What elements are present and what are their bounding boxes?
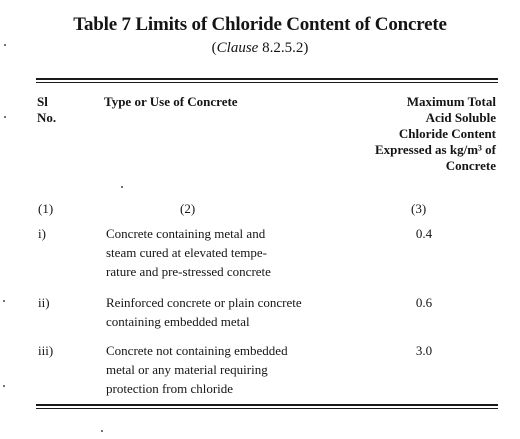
column-number-1: (1) [38,201,54,216]
header-sl-no [37,94,77,126]
description-line: Concrete not containing embedded [106,343,288,358]
description-line: containing embedded metal [106,314,250,329]
row-1-sl: i) [38,226,46,241]
header-max-line: Acid Soluble [425,110,496,125]
clause-number: 8.2.5.2) [258,40,309,56]
scan-speck [4,116,6,118]
scan-speck [101,430,103,432]
row-1-description [106,224,376,281]
clause-prefix: ( [211,40,217,56]
header-max-line: Chloride Content [398,126,496,141]
table-title: Table 7 Limits of Chloride Content of Concrete [73,14,447,35]
bottom-rule-thick [36,404,498,406]
column-number-3: (3) [411,201,427,216]
header-max-line: Concrete [445,158,496,173]
header-max-line: Expressed as kg/m³ of [374,142,496,157]
top-rule-thin [36,82,498,83]
header-type-of-concrete: Type or Use of Concrete [104,94,238,109]
row-3-description [106,341,376,398]
description-line: steam cured at elevated tempe- [106,245,267,260]
scan-speck [3,300,5,302]
clause-reference [0,40,520,57]
header-max-line: Maximum Total [406,94,496,109]
row-1-value: 0.4 [415,226,433,241]
description-line: Reinforced concrete or plain concrete [106,295,302,310]
header-sl-line2: No. [37,110,57,125]
clause-word: Clause [216,40,259,56]
row-2-sl: ii) [38,295,50,310]
description-line: Concrete containing metal and [106,226,266,241]
column-number-2: (2) [180,201,196,216]
bottom-rule-thin [36,408,498,409]
top-rule-thick [36,78,498,80]
scan-speck [4,44,6,46]
header-sl-line1: Sl [37,94,48,109]
scan-speck [121,186,123,188]
description-line: metal or any material requiring [106,362,268,377]
description-line: protection from chloride [106,381,234,396]
row-3-value: 3.0 [415,343,433,358]
row-2-description [106,293,376,331]
description-line: rature and pre-stressed concrete [106,264,271,279]
row-3-sl: iii) [38,343,54,358]
row-2-value: 0.6 [415,295,433,310]
scan-speck [3,385,5,387]
header-max-chloride [318,94,496,174]
